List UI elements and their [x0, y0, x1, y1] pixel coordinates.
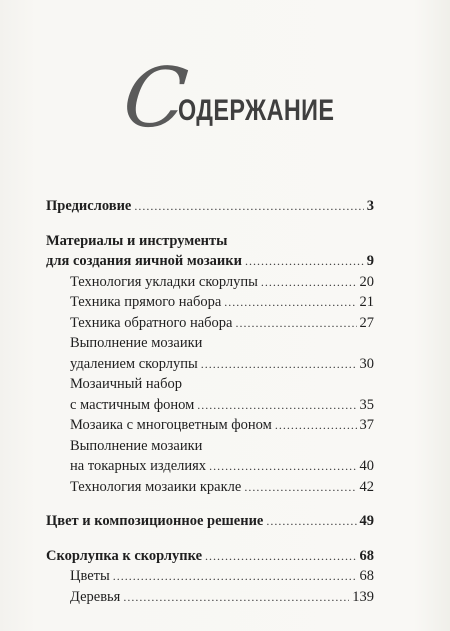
toc-entry-shell [46, 546, 374, 567]
toc-entry-label: Технология мозаики кракле [70, 478, 242, 495]
toc-entry-label: удалением скорлупы [70, 355, 198, 372]
toc-entry-label: Цветы [70, 568, 110, 584]
leader-dots [261, 272, 357, 293]
toc-page-number: 49 [359, 513, 374, 529]
toc-entry-label: Техника прямого набора [70, 294, 222, 310]
toc-page-number: 68 [359, 568, 374, 584]
toc-page-number: 139 [352, 588, 374, 605]
leader-dots [123, 587, 349, 608]
leader-dots [245, 251, 364, 272]
toc-subentry-line1: Мозаичный набор [70, 376, 182, 392]
toc-entry-label: Скорлупка к скорлупке [46, 547, 203, 564]
heading-text: ОДЕРЖАНИЕ [178, 94, 335, 127]
leader-dots [275, 415, 357, 436]
leader-dots [197, 395, 356, 416]
toc-page-number: 40 [359, 458, 374, 474]
toc-entry-label: Техника обратного набора [70, 314, 233, 331]
toc-entry-label: на токарных изделиях [70, 458, 207, 474]
toc-page-number: 27 [359, 314, 374, 331]
table-of-contents [46, 196, 374, 607]
toc-subentry [46, 313, 374, 334]
toc-entry-label: Мозаика с многоцветным фоном [70, 417, 272, 433]
toc-page-number: 37 [359, 417, 374, 433]
toc-subentry [46, 456, 374, 477]
toc-entry-label: с мастичным фоном [70, 396, 195, 413]
toc-entry-label: Цвет и композиционное решение [46, 513, 264, 529]
leader-dots [134, 196, 363, 217]
toc-page-number: 3 [366, 198, 374, 214]
leader-dots [224, 292, 356, 313]
leader-dots [244, 477, 356, 498]
toc-page-number: 68 [359, 547, 374, 564]
toc-entry-color [46, 511, 374, 532]
toc-page-number: 35 [359, 396, 374, 413]
toc-entry-label: Предисловие [46, 198, 132, 214]
heading-initial-letter: С [119, 51, 190, 146]
toc-page-number: 21 [359, 294, 374, 310]
toc-page-number: 9 [366, 253, 374, 269]
toc-entry-materials [46, 251, 374, 272]
toc-subentry-line1: Выполнение мозаики [70, 437, 203, 454]
toc-entry-preface [46, 196, 374, 217]
leader-dots [209, 456, 356, 477]
toc-page-number: 30 [359, 355, 374, 372]
toc-subentry [46, 587, 374, 608]
toc-subentry [46, 395, 374, 416]
toc-subentry [46, 272, 374, 293]
leader-dots [205, 546, 356, 567]
toc-page-number: 42 [359, 478, 374, 495]
toc-entry-label: Технология укладки скорлупы [70, 273, 258, 290]
toc-subentry-line1: Выполнение мозаики [70, 335, 203, 351]
toc-subentry [46, 415, 374, 436]
leader-dots [201, 354, 357, 375]
toc-entry-label: Деревья [70, 588, 121, 605]
toc-subentry [46, 566, 374, 587]
leader-dots [235, 313, 356, 334]
toc-entry-label: для создания яичной мозаики [46, 253, 242, 269]
contents-heading [0, 51, 450, 148]
toc-page-number: 20 [359, 273, 374, 290]
leader-dots [266, 511, 356, 532]
toc-subentry [46, 477, 374, 498]
toc-subentry [46, 292, 374, 313]
toc-entry-materials-line1: Материалы и инструменты [46, 232, 228, 249]
toc-subentry [46, 354, 374, 375]
leader-dots [113, 566, 357, 587]
